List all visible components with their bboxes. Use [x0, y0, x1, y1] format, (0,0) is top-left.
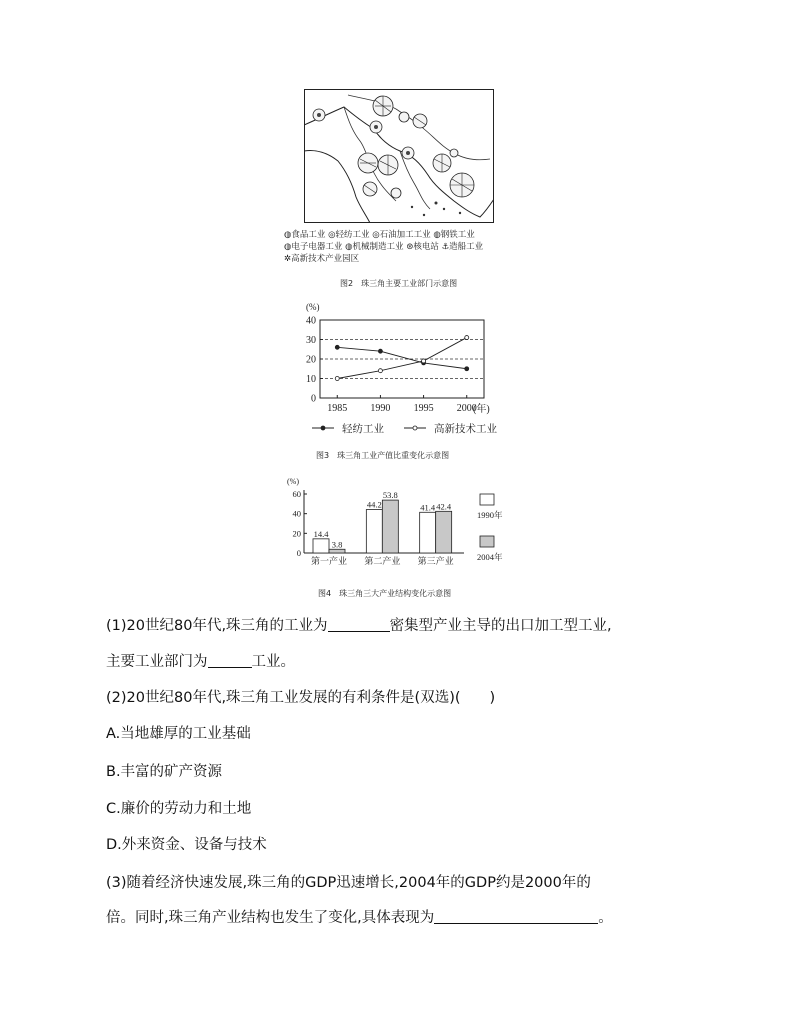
legend-marker-1 [321, 426, 325, 430]
bar-第二产业-1 [366, 510, 382, 553]
option-b[interactable]: B.丰富的矿产资源 [106, 764, 223, 780]
y-tick-label-10: 10 [306, 374, 316, 385]
question-1-line-1 [106, 616, 612, 636]
answer-blank-3[interactable] [434, 908, 598, 924]
x-tick-label-第二产业: 第二产业 [364, 556, 401, 566]
bar-chart-legend [477, 494, 503, 562]
question-3-text-a: 倍。同时,珠三角产业结构也发生了变化,具体表现为 [106, 910, 435, 926]
series-line-2 [337, 338, 466, 379]
answer-blank-2[interactable] [208, 652, 252, 668]
line-chart-grid [320, 340, 484, 379]
bar-第一产业-2 [329, 549, 345, 553]
series-2-point-1985 [335, 377, 339, 381]
y-tick-label-20: 20 [292, 528, 301, 539]
answer-blank-1[interactable] [328, 616, 390, 632]
bar-第三产业-1 [420, 512, 436, 553]
series-2-point-2000 [465, 336, 469, 340]
question-1-line-2 [106, 652, 295, 672]
x-tick-label-2000: 2000 [456, 403, 477, 414]
line-chart-ticks [306, 316, 477, 415]
legend-label-2: 高新技术工业 [434, 424, 497, 435]
bar-第一产业-1 [313, 539, 329, 553]
map-legend-line-2: ◍电子电器工业 ◍机械制造工业 ⊛核电站 ⚓造船工业 [284, 242, 484, 252]
option-c[interactable]: C.廉价的劳动力和土地 [106, 801, 252, 817]
legend-marker-2 [413, 426, 417, 430]
bar-chart-figure [280, 474, 516, 574]
bar-chart-ylabel: (%) [287, 477, 299, 486]
option-d[interactable]: D.外来资金、设备与技术 [106, 837, 267, 853]
y-tick-label-60: 60 [292, 489, 301, 499]
x-tick-label-1985: 1985 [327, 403, 348, 414]
question-1-text-a: (1)20世纪80年代,珠三角的工业为 [106, 618, 328, 634]
x-tick-label-第三产业: 第三产业 [417, 556, 454, 566]
question-3-line-1: (3)随着经济快速发展,珠三角的GDP迅速增长,2004年的GDP约是2000年的 [106, 875, 591, 891]
legend-label-2: 2004年 [477, 552, 503, 562]
legend-swatch-1 [480, 494, 494, 505]
x-tick-label-第一产业: 第一产业 [310, 556, 348, 566]
line-chart-xlabel: (年) [473, 404, 490, 415]
legend-label-1: 轻纺工业 [342, 424, 384, 435]
figure-4-caption: 图4 珠三角三大产业结构变化示意图 [318, 589, 452, 598]
bar-第三产业-2 [436, 511, 452, 553]
figure-2-caption: 图2 珠三角主要工业部门示意图 [340, 279, 458, 288]
question-3-line-2 [106, 908, 613, 928]
series-1-point-2000 [465, 367, 469, 371]
line-chart-ylabel: (%) [306, 302, 320, 312]
line-chart-legend [312, 422, 497, 435]
bar-label-第三产业-2: 42.4 [436, 501, 452, 512]
question-2: (2)20世纪80年代,珠三角工业发展的有利条件是(双选)( ) [106, 690, 496, 706]
x-tick-label-1990: 1990 [370, 403, 391, 414]
question-1-text-d: 工业。 [251, 654, 295, 670]
bar-chart-bars [313, 490, 452, 553]
map-legend-line-3: ✲高新技术产业园区 [284, 254, 360, 264]
map-figure [304, 89, 494, 223]
y-tick-label-0: 0 [311, 393, 316, 405]
bar-label-第三产业-1: 41.4 [420, 502, 436, 513]
question-3-text-b: 。 [598, 910, 613, 926]
line-chart [298, 298, 506, 440]
y-tick-label-40: 40 [306, 315, 316, 327]
series-1-point-1990 [378, 349, 382, 353]
series-2-point-1995 [422, 359, 426, 363]
option-a[interactable]: A.当地雄厚的工业基础 [106, 726, 251, 742]
series-2-point-1990 [378, 369, 382, 373]
y-tick-label-40: 40 [292, 508, 301, 519]
series-1-point-1985 [335, 345, 339, 349]
line-chart-figure [298, 298, 506, 440]
y-tick-label-30: 30 [306, 335, 316, 346]
map-legend-line-1: ◍食品工业 ◎轻纺工业 ◎石油加工工业 ◍钢铁工业 [284, 230, 475, 240]
x-tick-label-1995: 1995 [413, 403, 434, 414]
map-image [304, 89, 494, 223]
y-tick-label-0: 0 [296, 548, 301, 558]
figure-3-caption: 图3 珠三角工业产值比重变化示意图 [316, 451, 450, 460]
bar-label-第二产业-1: 44.2 [366, 499, 382, 510]
bar-label-第一产业-2: 3.8 [331, 539, 343, 550]
question-1-text-c: 主要工业部门为 [106, 654, 208, 670]
question-1-text-b: 密集型产业主导的出口加工型工业, [389, 618, 612, 634]
bar-第二产业-2 [382, 500, 398, 553]
map-legend [284, 229, 483, 265]
line-chart-series [335, 336, 468, 381]
bar-label-第一产业-1: 14.4 [313, 528, 329, 539]
legend-label-1: 1990年 [477, 510, 503, 520]
bar-label-第二产业-2: 53.8 [382, 490, 398, 501]
legend-swatch-2 [480, 536, 494, 547]
bar-chart [280, 474, 516, 574]
y-tick-label-20: 20 [306, 354, 316, 366]
